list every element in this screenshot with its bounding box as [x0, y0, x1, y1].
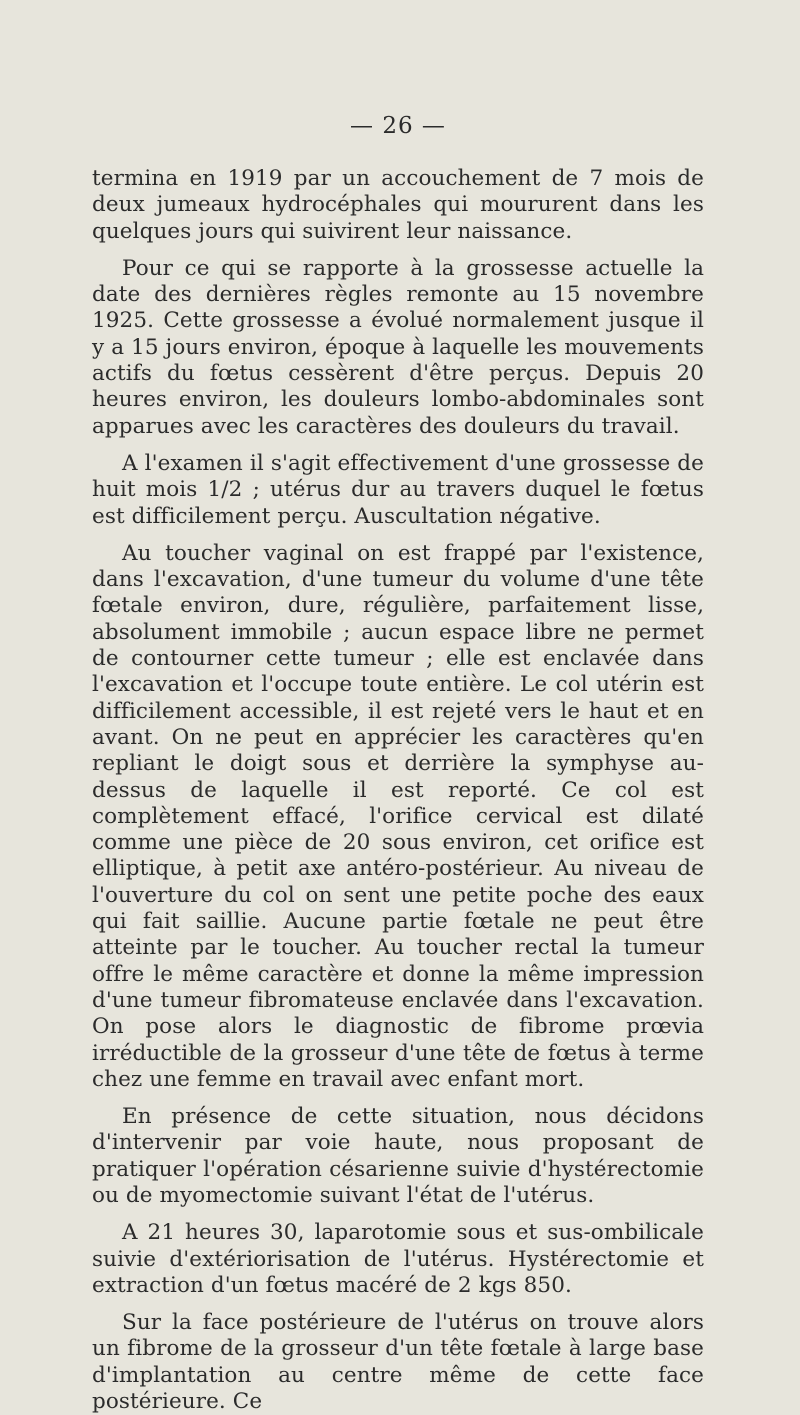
page-number: — 26 — — [350, 113, 446, 139]
paragraph-2: Pour ce qui se rapporte à la grossesse actuelle la date des dernières règles remonte au 15 novembre 1925. Cette grossesse a évolué normalement jusque il y a 15 jours environ, époque à laquelle les mouvements actifs du fœtus cessèrent d'être perçus. Depuis 20 heures environ, les douleurs lombo-abdominales sont apparues avec les caractères des douleurs du travail. — [92, 255, 704, 439]
body-text — [92, 166, 704, 1415]
paragraph-1: termina en 1919 par un accouchement de 7 mois de deux jumeaux hydrocéphales qui moururent dans les quelques jours qui suivirent leur naissance. — [92, 166, 704, 244]
paragraph-5: En présence de cette situation, nous décidons d'intervenir par voie haute, nous proposant de pratiquer l'opération césarienne suivie d'hystérectomie ou de myomectomie suivant l'état de l'utérus. — [92, 1104, 704, 1208]
paragraph-7: Sur la face postérieure de l'utérus on trouve alors un fibrome de la grosseur d'un tête fœtale à large base d'implantation au centre même de cette face postérieure. Ce — [92, 1310, 704, 1415]
paragraph-6: A 21 heures 30, laparotomie sous et sus-ombilicale suivie d'extériorisation de l'utérus. Hystérectomie et extraction d'un fœtus macéré de 2 kgs 850. — [92, 1220, 704, 1298]
paragraph-3: A l'examen il s'agit effectivement d'une grossesse de huit mois 1/2 ; utérus dur au travers duquel le fœtus est difficilement perçu. Auscultation négative. — [92, 450, 704, 529]
paragraph-4: Au toucher vaginal on est frappé par l'existence, dans l'excavation, d'une tumeur du volume d'une tête fœtale environ, dure, régulière, parfaitement lisse, absolument immobile ; aucun espace libre ne permet de contourner cette tumeur ; elle est enclavée dans l'excavation et l'occupe toute entière. Le col utérin est difficilement accessible, il est rejeté vers le haut et en avant. On ne peut en apprécier les caractères qu'en repliant le doigt sous et derrière la symphyse au-dessus de laquelle il est reporté. Ce col est complètement effacé, l'orifice cervical est dilaté comme une pièce de 20 sous environ, cet orifice est elliptique, à petit axe antéro-postérieur. Au niveau de l'ouverture du col on sent une petite poche des eaux qui fait saillie. Aucune partie fœtale ne peut être atteinte par le toucher. Au toucher rectal la tumeur offre le même caractère et donne la même impression d'une tumeur fibromateuse enclavée dans l'excavation. On pose alors le diagnostic de fibrome prœvia irréductible de la grosseur d'une tête de fœtus à terme chez une femme en travail avec enfant mort. — [92, 540, 704, 1092]
